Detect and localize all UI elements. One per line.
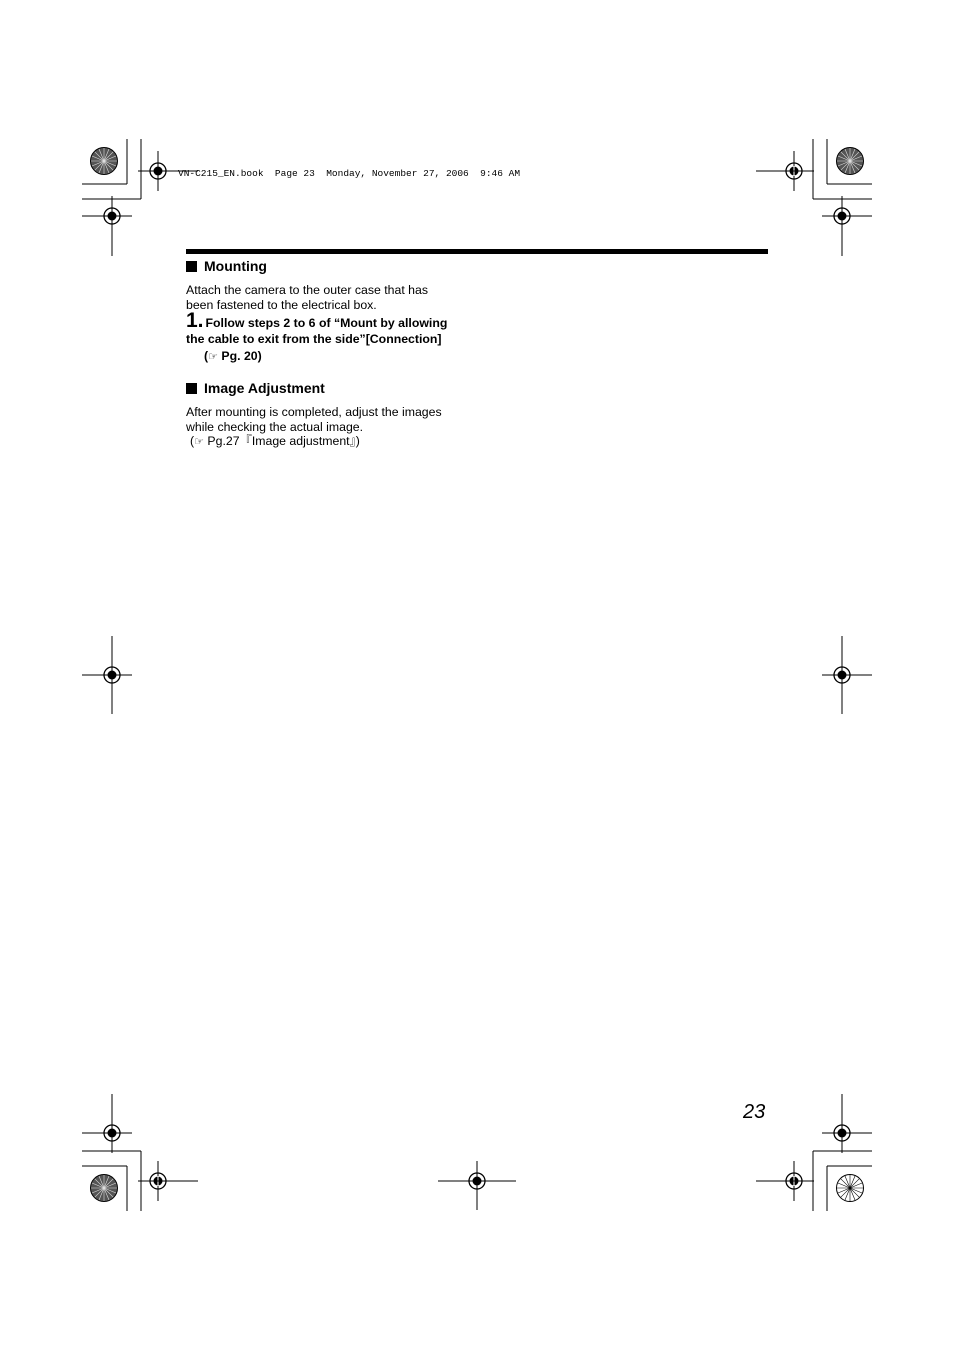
image-adjustment-paragraph-line: After mounting is completed, adjust the images <box>186 405 442 419</box>
mounting-paragraph <box>186 283 476 312</box>
ref-text: Pg.27『Image adjustment』) <box>203 434 360 448</box>
square-bullet-icon <box>186 383 197 394</box>
page-number: 23 <box>743 1101 766 1123</box>
image-adjustment-page-reference <box>190 434 360 449</box>
pointing-hand-icon: ☞ <box>194 435 204 448</box>
ref-open-paren: ( <box>204 349 209 363</box>
print-info-line: VN-C215_EN.book Page 23 Monday, November 27, 2006 9:46 AM <box>178 168 521 179</box>
mounting-heading <box>186 258 267 274</box>
image-adjustment-paragraph <box>186 405 486 434</box>
mounting-heading-text: Mounting <box>204 258 267 274</box>
image-adjustment-heading-text: Image Adjustment <box>204 380 325 396</box>
step-text-line: Follow steps 2 to 6 of “Mount by allowing <box>205 316 448 330</box>
mounting-paragraph-line: been fastened to the electrical box. <box>186 297 377 312</box>
image-adjustment-paragraph-line: while checking the actual image. <box>186 419 364 434</box>
step-text-line: the cable to exit from the side”[Connection] <box>186 332 442 346</box>
image-adjustment-heading <box>186 380 325 396</box>
section-rule <box>186 249 768 254</box>
step-number: 1. <box>186 309 204 332</box>
step-line-1 <box>186 309 476 332</box>
ref-text: Pg. 20) <box>217 349 262 363</box>
mounting-page-reference <box>204 349 262 364</box>
pointing-hand-icon: ☞ <box>208 350 218 363</box>
mounting-step-1 <box>186 309 476 347</box>
mounting-paragraph-line: Attach the camera to the outer case that has <box>186 283 428 297</box>
ref-open-paren: ( <box>190 434 195 448</box>
square-bullet-icon <box>186 261 197 272</box>
